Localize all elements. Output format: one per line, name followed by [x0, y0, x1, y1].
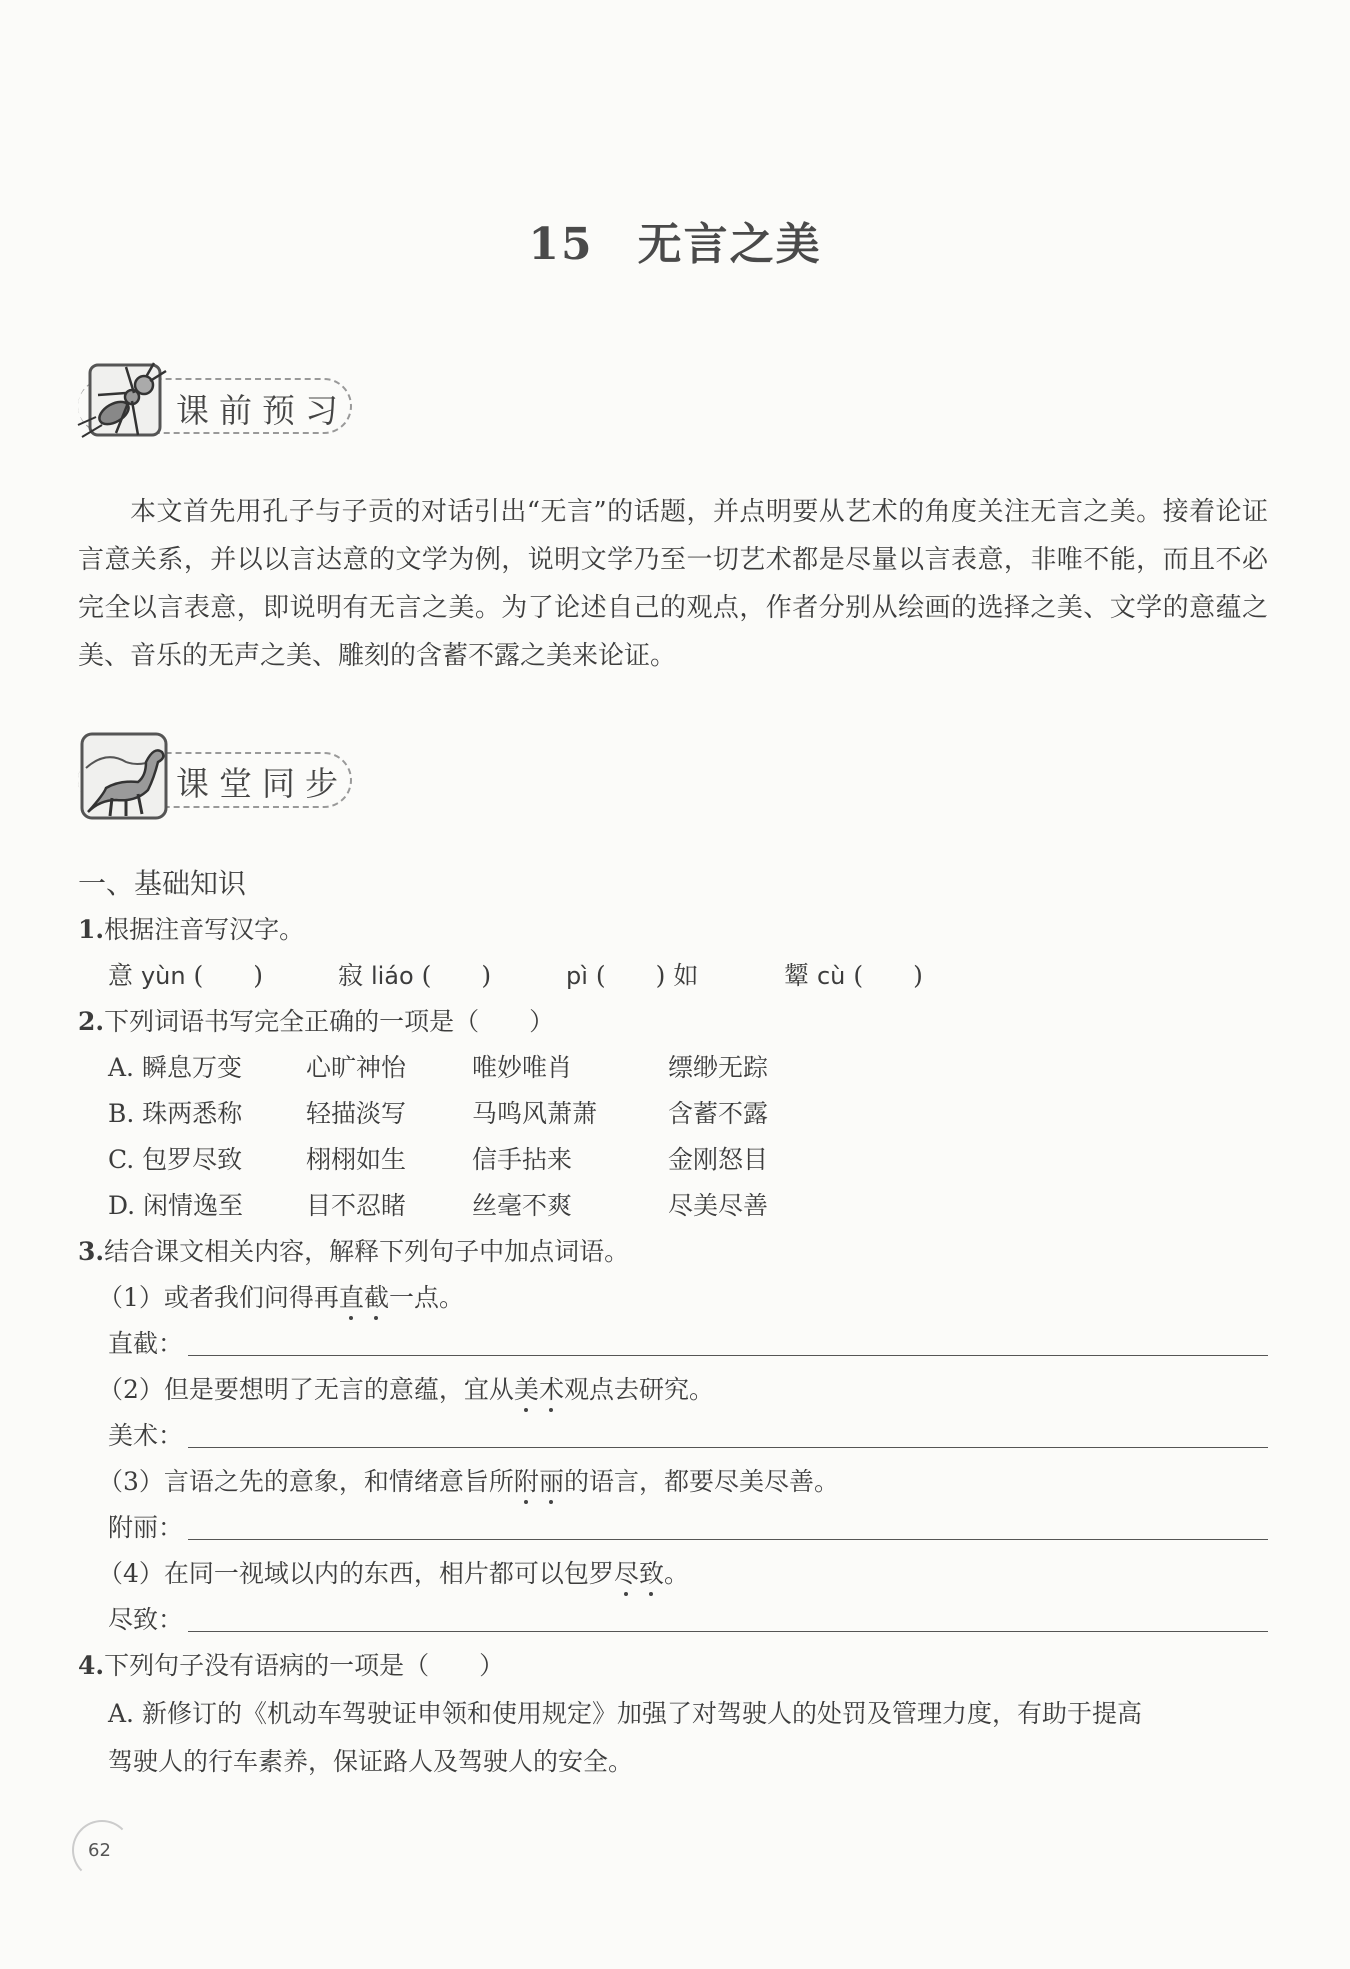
option-word: 尽美尽善 — [668, 1191, 769, 1220]
dinosaur-icon — [76, 728, 176, 828]
question-4-number: 4. — [78, 1651, 105, 1680]
option-word: 丝毫不爽 — [472, 1191, 573, 1220]
term-label: 附丽： — [108, 1513, 184, 1542]
sentence-2: （2）但是要想明了无言的意蕴，宜从美术观点去研究。 — [98, 1370, 714, 1406]
ant-icon — [76, 355, 176, 455]
question-3 — [78, 1232, 629, 1268]
answer-blank[interactable]: ( ) — [193, 961, 264, 990]
question-1 — [78, 910, 304, 946]
sync-label: 课堂同步 — [176, 764, 348, 803]
pinyin-item: 颦 cù ( ) — [784, 961, 923, 990]
answer-line[interactable] — [188, 1446, 1268, 1448]
term-label: 尽致： — [108, 1605, 184, 1634]
pinyin-item: 寂 liáo ( ) — [338, 961, 492, 990]
lesson-number: 15 — [528, 219, 594, 270]
answer-line[interactable] — [188, 1354, 1268, 1356]
lesson-name: 无言之美 — [637, 219, 822, 270]
option-a[interactable]: A. 瞬息万变 — [108, 1053, 242, 1082]
answer-blank[interactable]: ( ) — [853, 961, 923, 990]
term-label: 美术： — [108, 1421, 184, 1450]
question-3-number: 3. — [78, 1237, 105, 1266]
answer-blank[interactable]: ( ) — [421, 961, 492, 990]
option-word: 信手拈来 — [472, 1145, 573, 1174]
question-1-stem: 根据注音写汉字。 — [104, 915, 305, 944]
preview-label: 课前预习 — [176, 391, 348, 430]
pinyin-item: pì ( ) 如 — [566, 961, 699, 990]
option-word: 目不忍睹 — [306, 1191, 407, 1220]
option-word: 缥缈无踪 — [668, 1053, 769, 1082]
option-a-continued: 驾驶人的行车素养，保证路人及驾驶人的安全。 — [108, 1747, 634, 1776]
intro-paragraph: 本文首先用孔子与子贡的对话引出“无言”的话题，并点明要从艺术的角度关注无言之美。接着论证言意关系，并以以言达意的文学为例，说明文学乃至一切艺术都是尽量以言表意，非唯不能，而且不必完全以言表意，即说明有无言之美。为了论述自己的观点，作者分别从绘画的选择之美、文学的意蕴之美、音乐的无声之美、雕刻的含蓄不露之美来论证。 — [78, 497, 1268, 671]
option-word: 轻描淡写 — [306, 1099, 407, 1128]
lesson-title — [0, 208, 1350, 272]
option-d[interactable]: D. 闲情逸至 — [108, 1191, 244, 1220]
page-number: 62 — [88, 1840, 111, 1861]
option-word: 唯妙唯肖 — [472, 1053, 573, 1082]
option-c[interactable]: C. 包罗尽致 — [108, 1145, 243, 1174]
question-2-stem: 下列词语书写完全正确的一项是（ ） — [104, 1007, 555, 1036]
question-1-number: 1. — [78, 915, 105, 944]
option-word: 金刚怒目 — [668, 1145, 769, 1174]
preview-section-header — [76, 355, 376, 455]
question-2 — [78, 1002, 554, 1038]
question-2-number: 2. — [78, 1007, 105, 1036]
option-b[interactable]: B. 珠两悉称 — [108, 1099, 243, 1128]
sentence-1: （1）或者我们问得再直截一点。 — [98, 1278, 464, 1314]
sentence-4: （4）在同一视域以内的东西，相片都可以包罗尽致。 — [98, 1554, 689, 1590]
answer-line[interactable] — [188, 1538, 1268, 1540]
pinyin-item: 意 yùn ( ) — [108, 961, 264, 990]
option-word: 马鸣风萧萧 — [472, 1099, 598, 1128]
question-4-stem: 下列句子没有语病的一项是（ ） — [104, 1651, 505, 1680]
option-word: 含蓄不露 — [668, 1099, 769, 1128]
sentence-3: （3）言语之先的意象，和情绪意旨所附丽的语言，都要尽美尽善。 — [98, 1462, 839, 1498]
answer-line[interactable] — [188, 1630, 1268, 1632]
part-heading: 一、基础知识 — [78, 867, 247, 900]
question-4 — [78, 1646, 504, 1682]
answer-blank[interactable]: ( ) — [595, 961, 666, 990]
question-3-stem: 结合课文相关内容，解释下列句子中加点词语。 — [104, 1237, 630, 1266]
sync-section-header — [76, 728, 376, 828]
option-word: 栩栩如生 — [306, 1145, 407, 1174]
option-word: 心旷神怡 — [306, 1053, 407, 1082]
option-a[interactable]: A. 新修订的《机动车驾驶证申领和使用规定》加强了对驾驶人的处罚及管理力度，有助于提高 — [108, 1699, 1142, 1728]
term-label: 直截： — [108, 1329, 184, 1358]
